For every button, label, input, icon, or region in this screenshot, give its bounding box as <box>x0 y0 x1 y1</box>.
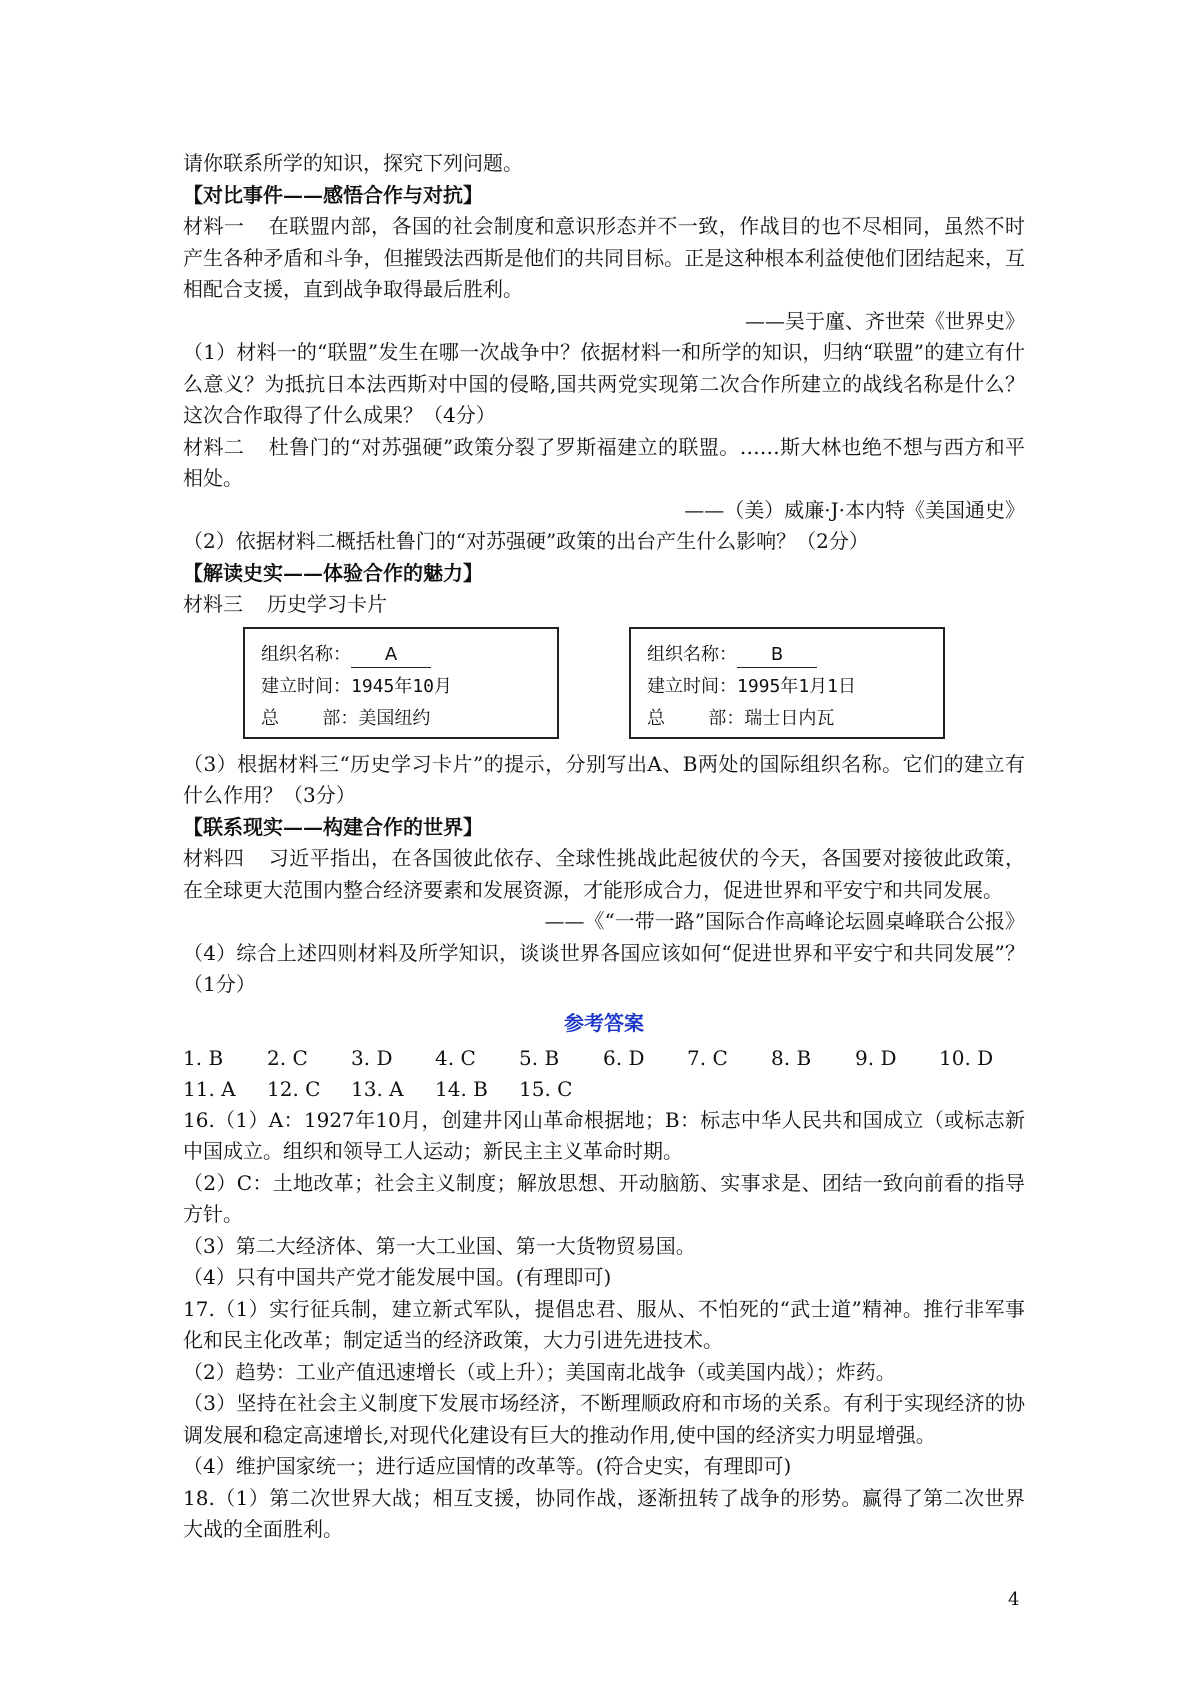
material-one-label: 材料一 <box>183 214 245 238</box>
card-b-hq-label: 总 部： <box>647 707 745 729</box>
card-a-time-label: 建立时间： <box>261 675 351 697</box>
section-heading-contrast: 【对比事件——感悟合作与对抗】 <box>183 182 483 207</box>
mc-answer: 4. C <box>435 1045 476 1070</box>
material-two-text: 杜鲁门的“对苏强硬”政策分裂了罗斯福建立的联盟。……斯大林也绝不想与西方和平相处。 <box>183 434 1026 490</box>
study-card-b <box>629 627 945 739</box>
card-b-time-label: 建立时间： <box>647 675 737 697</box>
answer-17-2: （2）趋势：工业产值迅速增长（或上升）；美国南北战争（或美国内战）；炸药。 <box>183 1359 896 1384</box>
mc-answer: 9. D <box>855 1045 897 1070</box>
question-3: （3）根据材料三“历史学习卡片”的提示，分别写出A、B两处的国际组织名称。它们的建立有什么作用？（3分） <box>183 751 1025 807</box>
mc-answers-row-2 <box>183 1074 1025 1105</box>
mc-answer: 1. B <box>183 1045 224 1070</box>
section-heading-reality: 【联系现实——构建合作的世界】 <box>183 814 483 839</box>
answer-16-3: （3）第二大经济体、第一大工业国、第一大货物贸易国。 <box>183 1233 696 1258</box>
answer-16-1: 16.（1）A：1927年10月，创建井冈山革命根据地；B：标志中华人民共和国成立（或标志新中国成立。组织和领导工人运动；新民主主义革命时期。 <box>183 1107 1025 1163</box>
card-a-name-blank: A <box>351 643 431 668</box>
question-1: （1）材料一的“联盟”发生在哪一次战争中？依据材料一和所学的知识，归纳“联盟”的建立有什么意义？为抵抗日本法西斯对中国的侵略,国共两党实现第二次合作所建立的战线名称是什么？这次合作取得了什么成果？（4分） <box>183 340 1025 427</box>
material-three-text: 历史学习卡片 <box>267 592 387 616</box>
material-two <box>183 432 1025 495</box>
answer-16-2: （2）C：土地改革；社会主义制度；解放思想、开动脑筋、实事求是、团结一致向前看的指导方针。 <box>183 1170 1025 1226</box>
card-a-hq-label: 总 部： <box>261 707 359 729</box>
material-two-source: ——（美）威廉·J·本内特《美国通史》 <box>684 497 1025 522</box>
answer-18-1: 18.（1）第二次世界大战；相互支援，协同作战，逐渐扭转了战争的形势。赢得了第二次世界大战的全面胜利。 <box>183 1485 1025 1541</box>
material-three <box>183 589 1025 621</box>
mc-answer: 5. B <box>519 1045 560 1070</box>
question-2: （2）依据材料二概括杜鲁门的“对苏强硬”政策的出台产生什么影响？（2分） <box>183 529 869 553</box>
mc-answer: 7. C <box>687 1045 728 1070</box>
page-number: 4 <box>1008 1589 1020 1610</box>
material-one <box>183 211 1025 306</box>
mc-answer: 3. D <box>351 1045 393 1070</box>
intro-text: 请你联系所学的知识，探究下列问题。 <box>183 151 523 175</box>
mc-answer: 6. D <box>603 1045 645 1070</box>
material-one-source: ——吴于廑、齐世荣《世界史》 <box>745 308 1025 333</box>
section-heading-interpret: 【解读史实——体验合作的魅力】 <box>183 560 483 585</box>
material-four-label: 材料四 <box>183 846 245 870</box>
answer-16-4: （4）只有中国共产党才能发展中国。(有理即可) <box>183 1265 612 1289</box>
study-cards <box>183 621 1025 749</box>
card-a-hq-value: 美国纽约 <box>358 707 431 729</box>
material-four-text: 习近平指出，在各国彼此依存、全球性挑战此起彼伏的今天，各国要对接彼此政策，在全球更大范围内整合经济要素和发展资源，才能形成合力，促进世界和平安宁和共同发展。 <box>183 846 1026 902</box>
card-b-name-label: 组织名称： <box>647 643 737 665</box>
study-card-a <box>243 627 559 739</box>
question-4: （4）综合上述四则材料及所学知识，谈谈世界各国应该如何“促进世界和平安宁和共同发展”？（1分） <box>183 940 1025 996</box>
material-one-text: 在联盟内部，各国的社会制度和意识形态并不一致，作战目的也不尽相同，虽然不时产生各种矛盾和斗争，但摧毁法西斯是他们的共同目标。正是这种根本利益使他们团结起来，互相配合支援，直到战争取得最后胜利。 <box>183 214 1026 301</box>
material-four-source: ——《“一带一路”国际合作高峰论坛圆桌峰联合公报》 <box>544 909 1025 933</box>
answer-17-1: 17.（1）实行征兵制，建立新式军队，提倡忠君、服从、不怕死的“武士道”精神。推行非军事化和民主化改革；制定适当的经济政策，大力引进先进技术。 <box>183 1296 1025 1352</box>
mc-answer: 2. C <box>267 1045 308 1070</box>
mc-answer: 15. C <box>519 1076 573 1101</box>
page-content <box>183 148 1025 1546</box>
answer-17-3: （3）坚持在社会主义制度下发展市场经济，不断理顺政府和市场的关系。有利于实现经济的协调发展和稳定高速增长,对现代化建设有巨大的推动作用,使中国的经济实力明显增强。 <box>183 1391 1025 1447</box>
answers-title: 参考答案 <box>564 1010 644 1035</box>
material-two-label: 材料二 <box>183 434 245 459</box>
mc-answer: 11. A <box>183 1076 236 1101</box>
mc-answer: 13. A <box>351 1076 404 1101</box>
card-b-time-value: 1995年1月1日 <box>737 675 857 697</box>
mc-answer: 8. B <box>771 1045 812 1070</box>
card-a-name-label: 组织名称： <box>261 643 351 665</box>
mc-answers-row-1 <box>183 1043 1025 1074</box>
mc-answer: 10. D <box>939 1045 994 1070</box>
card-b-name-blank: B <box>737 643 817 668</box>
card-b-hq-value: 瑞士日内瓦 <box>744 707 835 729</box>
mc-answer: 12. C <box>267 1076 321 1101</box>
material-three-label: 材料三 <box>183 592 243 616</box>
answer-17-4: （4）维护国家统一；进行适应国情的改革等。(符合史实，有理即可) <box>183 1454 792 1478</box>
material-four <box>183 843 1025 906</box>
card-a-time-value: 1945年10月 <box>351 675 453 697</box>
mc-answer: 14. B <box>435 1076 488 1101</box>
